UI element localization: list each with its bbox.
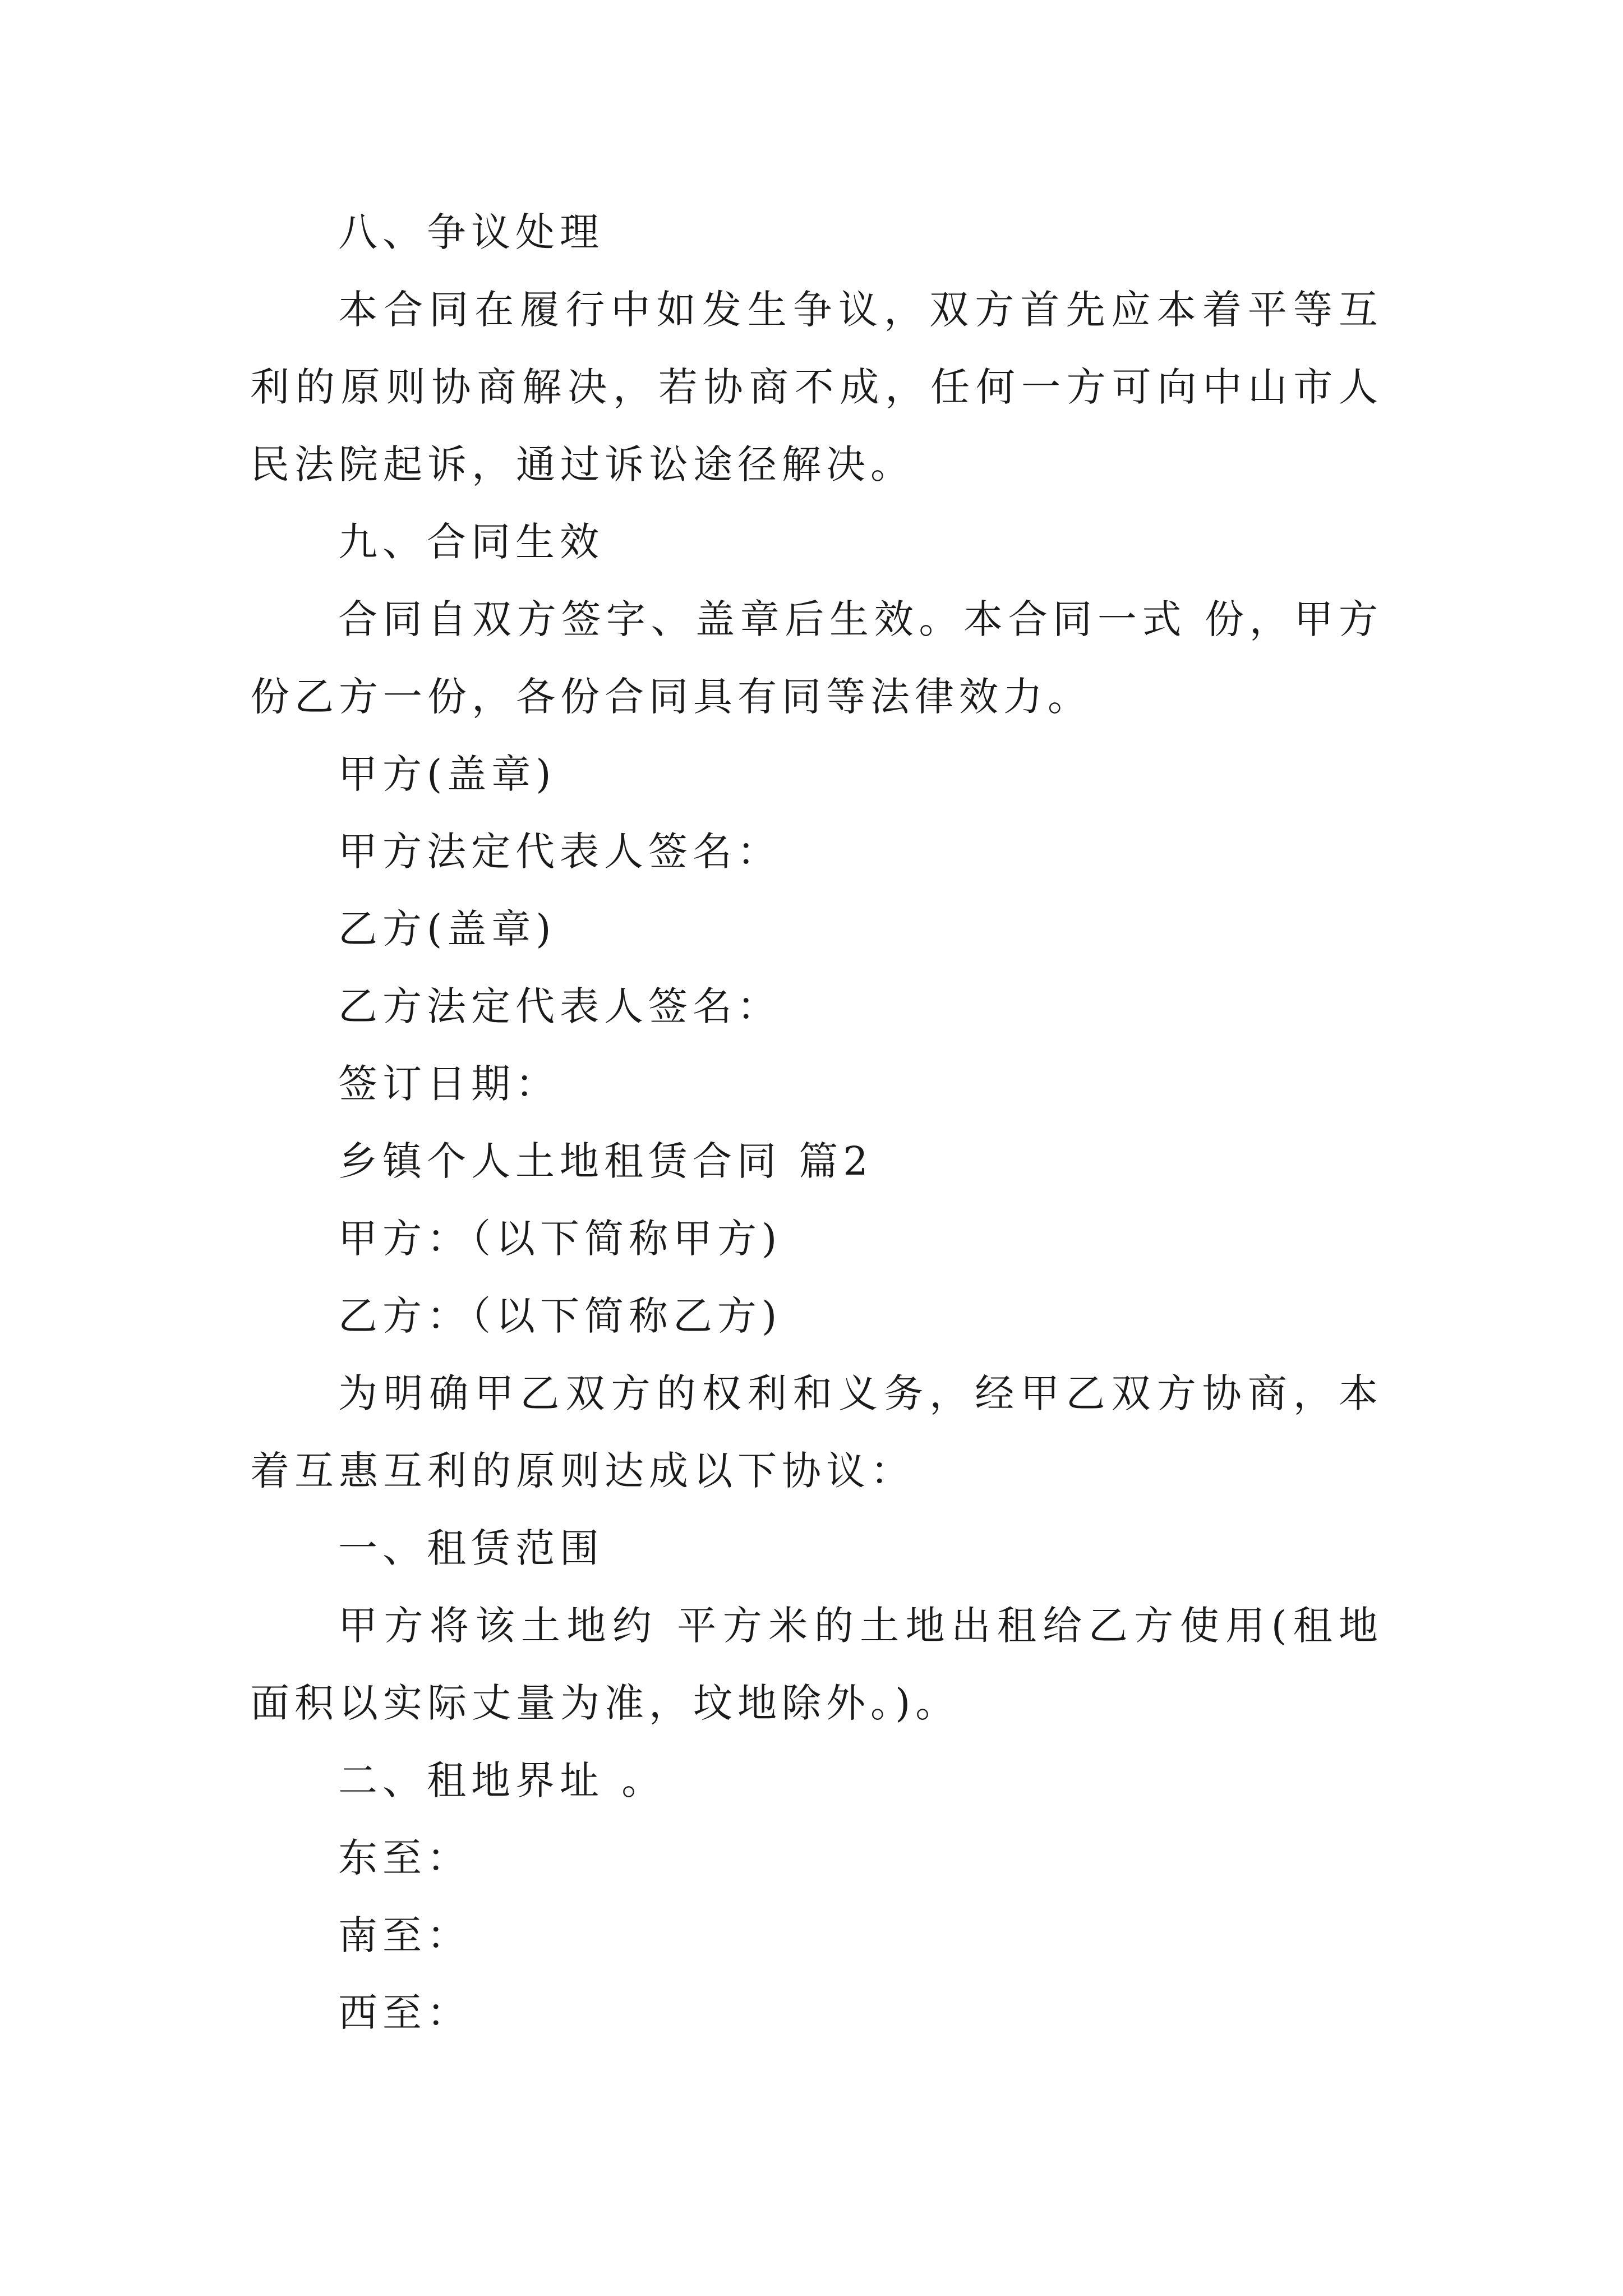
party-b-seal-line: 乙方(盖章) (338, 906, 556, 952)
paragraph-preamble: 为明确甲乙双方的权利和义务，经甲乙双方协商，本着互惠互利的原则达成以下协议： (250, 1370, 1383, 1494)
paragraph-lease-scope: 甲方将该土地约 平方米的土地出租给乙方使用(租地面积以实际丈量为准，坟地除外。)。 (250, 1603, 1383, 1726)
party-b-line: 乙方：（以下简称乙方) (338, 1293, 782, 1339)
party-b-signature-line: 乙方法定代表人签名： (338, 983, 781, 1029)
party-a-signature-line: 甲方法定代表人签名： (338, 829, 781, 875)
party-a-line: 甲方：（以下简称甲方) (338, 1216, 782, 1262)
boundary-east: 东至： (338, 1835, 471, 1881)
signing-date-line: 签订日期： (338, 1061, 560, 1107)
section-heading-boundaries: 二、租地界址 。 (338, 1757, 666, 1803)
document-body (250, 194, 1401, 2051)
boundary-west: 西至： (338, 1990, 471, 2036)
paragraph-effectiveness: 合同自双方签字、盖章后生效。本合同一式 份，甲方 份乙方一份，各份合同具有同等法律效力。 (250, 596, 1401, 720)
section-heading-dispute: 八、争议处理 (338, 209, 604, 255)
party-a-seal-line: 甲方(盖章) (338, 751, 556, 797)
boundary-south: 南至： (338, 1912, 471, 1958)
section-heading-effectiveness: 九、合同生效 (338, 519, 604, 565)
paragraph-dispute-resolution: 本合同在履行中如发生争议，双方首先应本着平等互利的原则协商解决，若协商不成，任何一方可向中山市人民法院起诉，通过诉讼途径解决。 (250, 287, 1383, 487)
contract-title-part-2: 乡镇个人土地租赁合同 篇2 (338, 1138, 873, 1184)
section-heading-lease-scope: 一、租赁范围 (338, 1525, 604, 1571)
